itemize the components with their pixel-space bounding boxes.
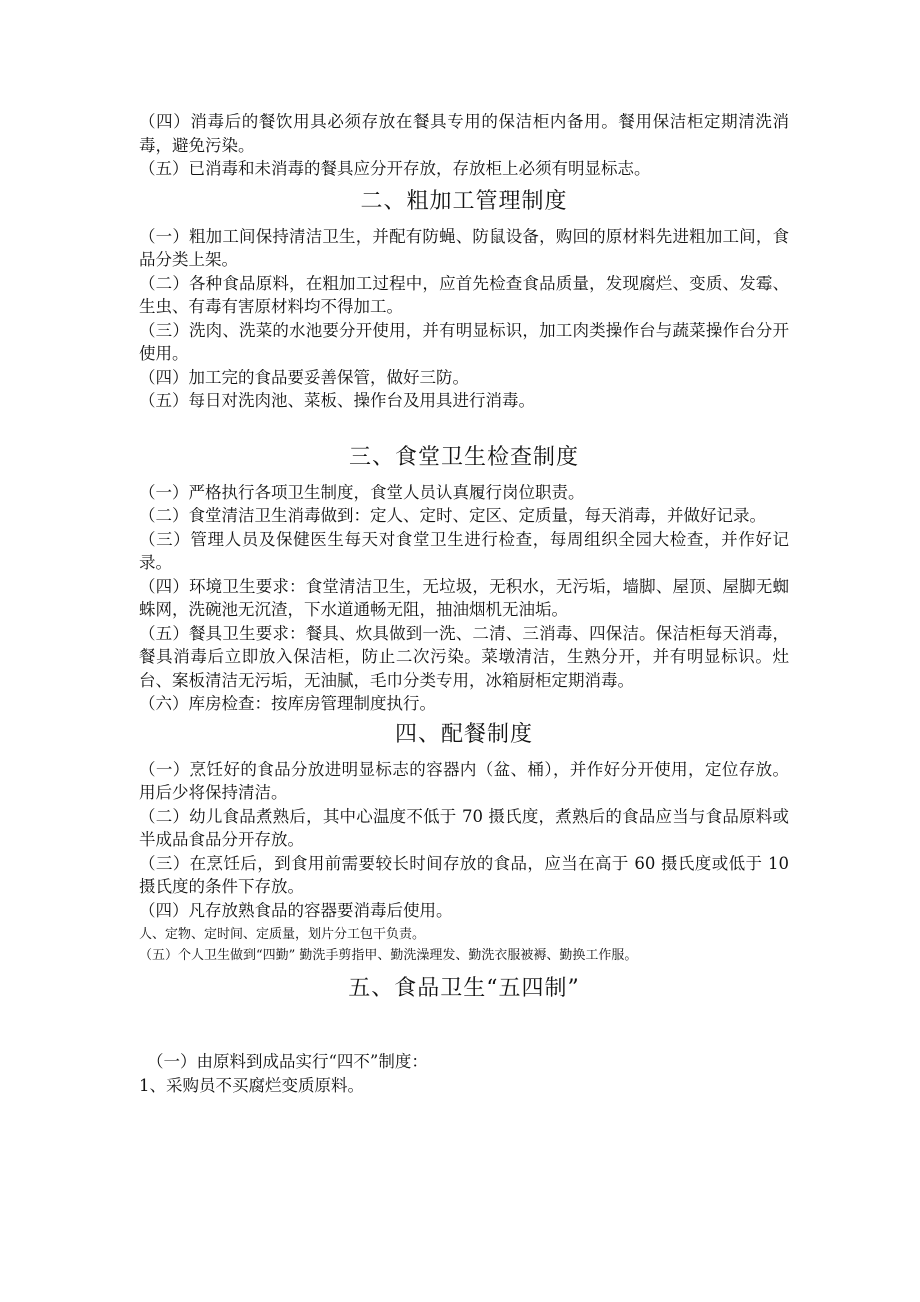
small-paragraph: （五）个人卫生做到“四勤” 勤洗手剪指甲、勤洗澡理发、勤洗衣服被褥、勤换工作服。 <box>139 948 638 963</box>
section-heading: 三、食堂卫生检查制度 <box>348 444 579 470</box>
paragraph: （一）由原料到成品实行“四不”制度： <box>147 1052 428 1071</box>
section-heading: 五、食品卫生“五四制” <box>348 976 580 1001</box>
section-heading: 二、粗加工管理制度 <box>360 188 568 214</box>
paragraph: （一）粗加工间保持清洁卫生，并配有防蝇、防鼠设备，购回的原材料先进粗加工间，食品分类上架。 <box>139 226 789 269</box>
paragraph: （四）环境卫生要求：食堂清洁卫生，无垃圾，无积水，无污垢，墙脚、屋顶、屋脚无蜘蛛网，洗碗池无沉渣，下水道通畅无阻，抽油烟机无油垢。 <box>139 576 789 619</box>
paragraph: （四）加工完的食品要妥善保管，做好三防。 <box>139 367 469 387</box>
paragraph: 1、采购员不买腐烂变质原料。 <box>139 1075 364 1095</box>
paragraph: （三）管理人员及保健医生每天对食堂卫生进行检查，每周组织全园大检查，并作好记录。 <box>139 529 789 572</box>
document-page <box>139 110 789 1097</box>
paragraph: （五）餐具卫生要求：餐具、炊具做到一洗、二清、三消毒、四保洁。保洁柜每天消毒，餐具消毒后立即放入保洁柜，防止二次污染。菜墩清洁，生熟分开，并有明显标识。灶台、案板清洁无污垢，无油腻，毛巾分类专用，冰箱厨柜定期消毒。 <box>139 623 789 690</box>
paragraph: （六）库房检查：按库房管理制度执行。 <box>139 694 436 713</box>
paragraph: （一）严格执行各项卫生制度，食堂人员认真履行岗位职责。 <box>139 482 585 502</box>
section-heading: 四、配餐制度 <box>394 721 533 747</box>
paragraph: （二）幼儿食品煮熟后，其中心温度不低于 70 摄氏度，煮熟后的食品应当与食品原料或半成品食品分开存放。 <box>139 806 789 849</box>
paragraph: （五）每日对洗肉池、菜板、操作台及用具进行消毒。 <box>139 391 535 410</box>
paragraph: （三）在烹饪后，到食用前需要较长时间存放的食品，应当在高于 60 摄氏度或低于 10 摄氏度的条件下存放。 <box>139 853 789 896</box>
paragraph: （二）各种食品原料，在粗加工过程中，应首先检查食品质量，发现腐烂、变质、发霉、生虫、有毒有害原材料均不得加工。 <box>139 273 789 316</box>
paragraph: （四）凡存放熟食品的容器要消毒后使用。 <box>139 900 453 920</box>
paragraph: （一）烹饪好的食品分放进明显标志的容器内（盆、桶），并作好分开使用，定位存放。用后少将保持清洁。 <box>139 759 789 802</box>
paragraph: （四）消毒后的餐饮用具必须存放在餐具专用的保洁柜内备用。餐用保洁柜定期清洗消毒，避免污染。 <box>139 112 789 155</box>
paragraph: （三）洗肉、洗菜的水池要分开使用，并有明显标识，加工肉类操作台与蔬菜操作台分开使用。 <box>139 320 789 363</box>
paragraph: （二）食堂清洁卫生消毒做到：定人、定时、定区、定质量，每天消毒，并做好记录。 <box>139 506 766 525</box>
small-paragraph: 人、定物、定时间、定质量，划片分工包干负责。 <box>139 927 426 942</box>
paragraph: （五）已消毒和未消毒的餐具应分开存放，存放柜上必须有明显标志。 <box>139 159 651 178</box>
